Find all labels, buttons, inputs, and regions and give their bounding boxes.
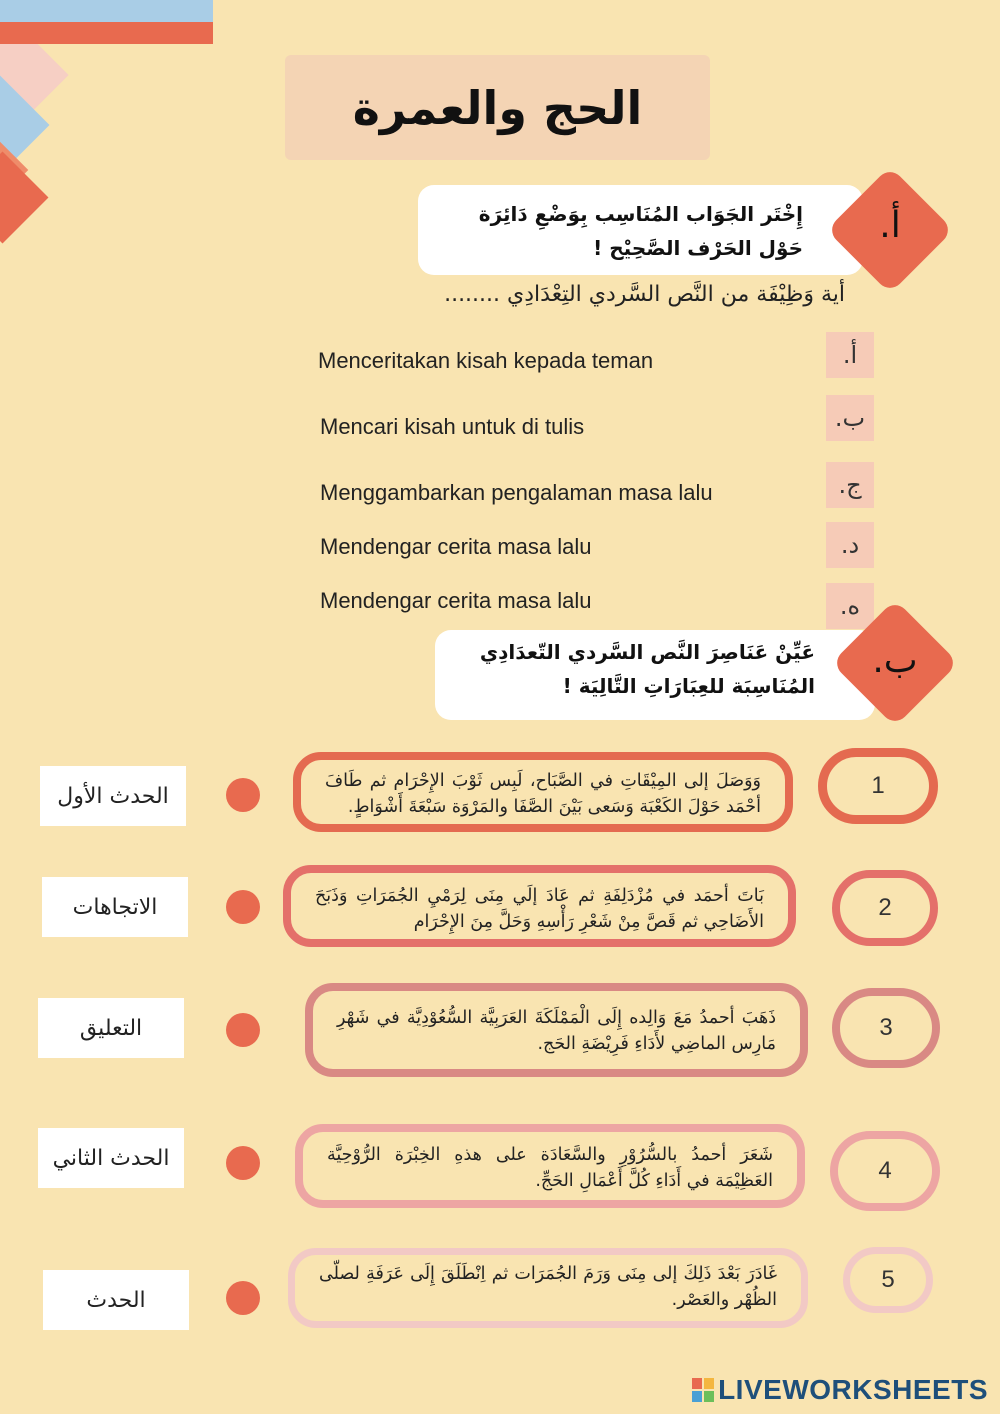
option-letter-a[interactable]: أ. (826, 332, 874, 378)
option-letter-e[interactable]: ه. (826, 583, 874, 629)
option-letter-b[interactable]: ب. (826, 395, 874, 441)
match-dot-4[interactable] (226, 1146, 260, 1180)
label-box-2[interactable]: الاتجاهات (42, 877, 188, 937)
item-sentence-1: وَوَصَلَ إلى المِيْقَاتِ في الصَّبَاح، لَبِس ثَوْبَ الإِحْرَام ثم طَافَ أحْمَد حَوْلَ الكَعْبَة وَسَعى بَيْنَ الصَّفَا والمَرْوَة سَبْعَةَ أَشْوَاطٍ. (293, 752, 793, 832)
item-number-1: 1 (818, 748, 938, 824)
label-box-1[interactable]: الحدث الأول (40, 766, 186, 826)
label-box-5[interactable]: الحدث (43, 1270, 189, 1330)
section-a-question: أية وَظِيْفَة من النَّص السَّردي التِعْدَادِي ........ (444, 282, 845, 307)
option-text-a: Menceritakan kisah kepada teman (318, 348, 654, 373)
item-number-3: 3 (832, 988, 940, 1068)
label-box-4[interactable]: الحدث الثاني (38, 1128, 184, 1188)
match-dot-3[interactable] (226, 1013, 260, 1047)
section-a-letter: أ. (879, 205, 901, 246)
item-sentence-2: بَاتَ أحمَد في مُزْدَلِفَةِ ثم عَادَ إلَي مِنَى لِرَمْيِ الجُمَرَاتِ وَذَبَحَ الأَضَاحِي ثم قَصَّ مِنْ شَعْرِ رَأْسِهِ وَحَلَّ مِنَ الإِحْرَام (283, 865, 796, 947)
match-dot-2[interactable] (226, 890, 260, 924)
item-number-2: 2 (832, 870, 938, 946)
option-letter-c[interactable]: ج. (826, 462, 874, 508)
item-number-4: 4 (830, 1131, 940, 1211)
decor-blue-bar (0, 0, 213, 22)
section-a-instruction-box (418, 185, 863, 275)
liveworksheets-logo-icon (692, 1378, 714, 1402)
title-banner (285, 55, 710, 160)
section-b-letter: ب. (872, 640, 918, 681)
brand-name: LIVEWORKSHEETS (718, 1374, 988, 1405)
label-box-3[interactable]: التعليق (38, 998, 184, 1058)
match-dot-1[interactable] (226, 778, 260, 812)
option-text-c: Menggambarkan pengalaman masa lalu (320, 480, 713, 505)
match-dot-5[interactable] (226, 1281, 260, 1315)
liveworksheets-logo (692, 1374, 988, 1406)
item-sentence-5: غَادَرَ بَعْدَ ذَلِكَ إلى مِنَى وَرَمَ الجُمَرَات ثم اِنْطَلَقَ إِلَى عَرَفَةِ لصلّى الظُهْر والعَصْر. (288, 1248, 808, 1328)
option-text-d: Mendengar cerita masa lalu (320, 534, 592, 559)
item-sentence-3: ذَهَبَ أحمدُ مَعَ وَالِده إِلَى الْمَمْلَكَةَ العَرَبِيَّة السُّعُوْدِيَّة في شَهْرِ مَارِس الماضِي لأَدَاءِ فَرِيْضَةِ الحَج. (305, 983, 808, 1077)
page-title: الحج والعمرة (352, 80, 643, 135)
option-text-b: Mencari kisah untuk di tulis (320, 414, 585, 439)
option-letter-d[interactable]: د. (826, 522, 874, 568)
section-a-instruction: إِخْتَر الجَوَاب المُنَاسِب بِوَضْعِ دَائِرَة حَوْل الحَرْف الصَّحِيْح ! (478, 202, 803, 260)
section-b-instruction-box (435, 630, 875, 720)
item-number-5: 5 (843, 1247, 933, 1313)
option-text-e: Mendengar cerita masa lalu (320, 588, 592, 613)
item-sentence-4: شَعَرَ أحمدُ بالسُّرُوْرِ والسَّعَادَة على هذهِ الخِبْرَة الرُّوْحِيَّة العَظِيْمَة في أَدَاءِ كُلَّ أَعْمَالِ الحَجِّ. (295, 1124, 805, 1208)
section-b-instruction: عَيِّنْ عَنَاصِرَ النَّص السَّردي التّعدَادِي المُنَاسِبَة للعِبَارَاتِ التَّالِيَة ! (479, 640, 815, 698)
decor-red-bar (0, 22, 213, 44)
